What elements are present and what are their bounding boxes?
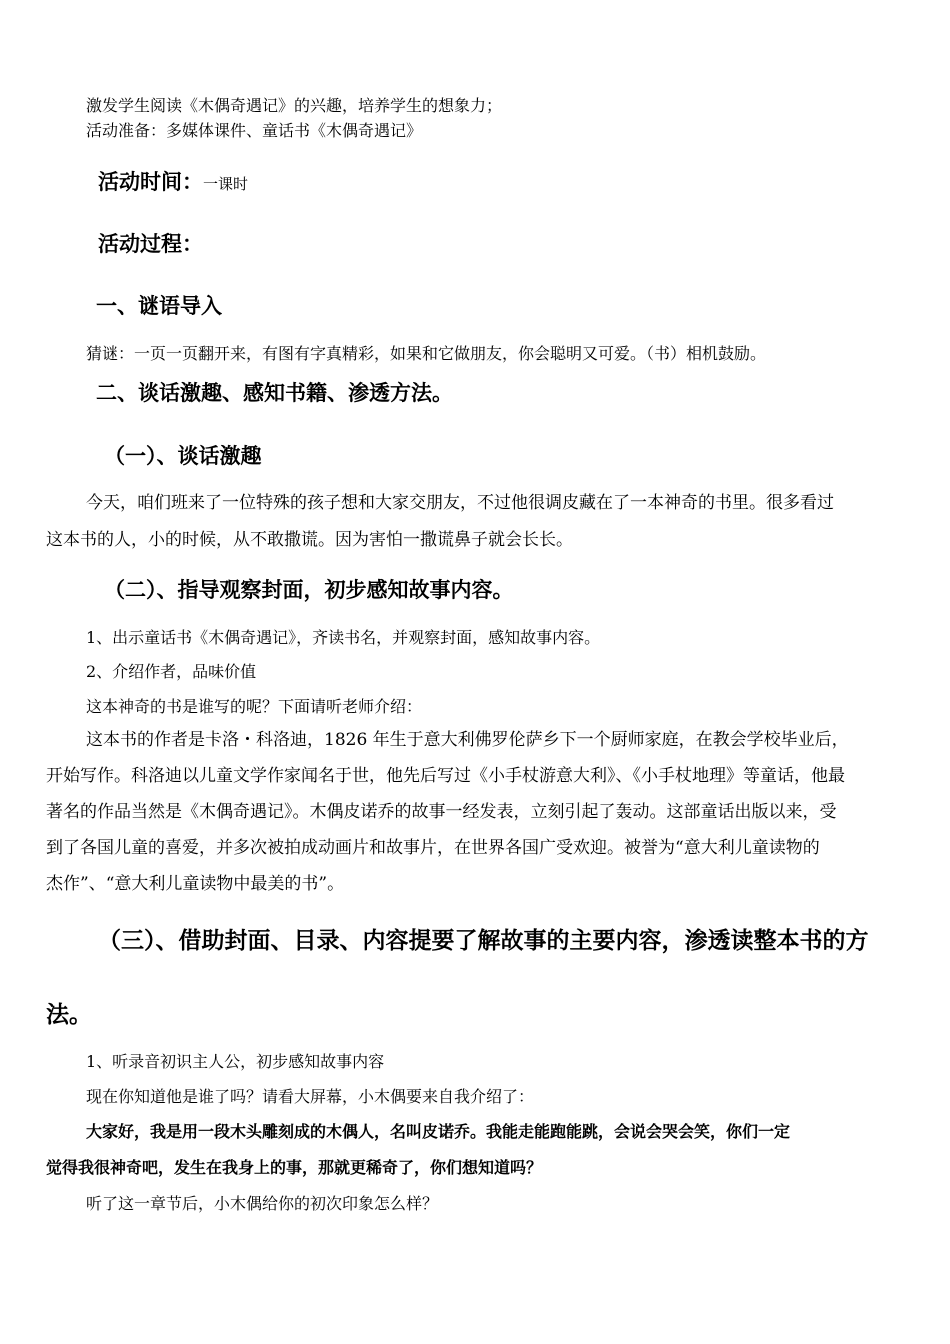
- author-line3: 著名的作品当然是《木偶奇遇记》。木偶皮诺乔的故事一经发表，立刻引起了轰动。这部童话出版以来，受: [46, 802, 837, 822]
- sub3-followup: 听了这一章节后，小木偶给你的初次印象怎么样？: [86, 1194, 439, 1213]
- process-heading: 活动过程：: [98, 232, 203, 256]
- goal-line: 激发学生阅读《木偶奇遇记》的兴趣，培养学生的想象力；: [86, 96, 503, 115]
- sub2-item2: 2、介绍作者，品味价值: [86, 662, 257, 681]
- author-line1: 这本书的作者是卡洛・科洛迪，1826 年生于意大利佛罗伦萨乡下一个厨师家庭，在教会学校毕业后，: [86, 730, 849, 750]
- section2-heading: 二、谈话激趣、感知书籍、渗透方法。: [96, 381, 453, 405]
- riddle-text: 猜谜：一页一页翻开来，有图有字真精彩，如果和它做朋友，你会聪明又可爱。（书）相机鼓励。: [86, 344, 767, 363]
- sub3-prompt: 现在你知道他是谁了吗？请看大屏幕，小木偶要来自我介绍了：: [86, 1087, 535, 1106]
- time-label: 活动时间：: [98, 170, 203, 194]
- time-value: 一课时: [203, 175, 249, 193]
- sub1-heading: （一）、谈话激趣: [104, 444, 262, 468]
- section1-heading: 一、谜语导入: [96, 294, 222, 318]
- author-line5: 杰作”、“意大利儿童读物中最美的书”。: [46, 874, 345, 894]
- puppet-intro-line1: 大家好，我是用一段木头雕刻成的木偶人，名叫皮诺乔。我能走能跑能跳，会说会哭会笑，你们一定: [86, 1122, 791, 1141]
- author-line2: 开始写作。科洛迪以儿童文学作家闻名于世，他先后写过《小手杖游意大利》、《小手杖地理》等童话，他最: [46, 766, 845, 786]
- sub2-question: 这本神奇的书是谁写的呢？下面请听老师介绍：: [86, 697, 423, 716]
- sub3-heading-line1: （三）、借助封面、目录、内容提要了解故事的主要内容，渗透读整本书的方: [98, 928, 869, 954]
- author-line4: 到了各国儿童的喜爱，并多次被拍成动画片和故事片，在世界各国广受欢迎。被誉为“意大利儿童读物的: [46, 838, 820, 858]
- prep-line: 活动准备：多媒体课件、童话书《木偶奇遇记》: [86, 121, 423, 140]
- time-line: [98, 166, 248, 196]
- sub1-text-line1: 今天，咱们班来了一位特殊的孩子想和大家交朋友，不过他很调皮藏在了一本神奇的书里。很多看过: [86, 493, 834, 513]
- puppet-intro-line2: 觉得我很神奇吧，发生在我身上的事，那就更稀奇了，你们想知道吗？: [46, 1158, 543, 1177]
- sub1-text-line2: 这本书的人，小的时候，从不敢撒谎。因为害怕一撒谎鼻子就会长长。: [46, 530, 573, 550]
- sub3-heading-line2: 法。: [46, 1002, 92, 1028]
- sub3-item1: 1、听录音初识主人公，初步感知故事内容: [86, 1052, 385, 1071]
- sub2-heading: （二）、指导观察封面，初步感知故事内容。: [104, 578, 514, 602]
- sub2-item1: 1、出示童话书《木偶奇遇记》，齐读书名，并观察封面，感知故事内容。: [86, 628, 601, 647]
